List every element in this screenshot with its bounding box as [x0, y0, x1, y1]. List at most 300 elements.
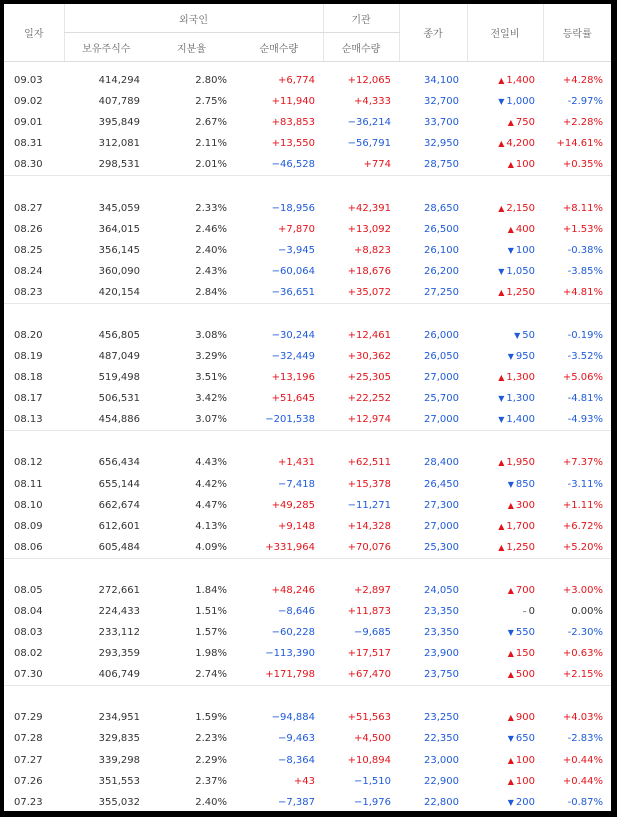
table-row [4, 91, 611, 112]
ratio-cell: 2.37% [195, 775, 227, 787]
close-cell: 23,900 [424, 648, 460, 660]
inst-net-cell: +70,076 [347, 541, 392, 553]
holdings-cell: 224,433 [98, 606, 140, 618]
ratio-cell: 4.13% [195, 520, 227, 532]
inst-net-cell: −1,976 [354, 796, 392, 808]
table-row [4, 409, 611, 431]
holdings-cell: 355,032 [98, 796, 140, 808]
table-row [4, 664, 611, 686]
rate-cell: +2.15% [562, 669, 604, 681]
table-row [4, 601, 611, 622]
inst-net-cell: +4,333 [354, 96, 392, 108]
date-cell: 08.30 [14, 159, 43, 171]
up-triangle-icon: ▲ [507, 585, 514, 595]
up-triangle-icon: ▲ [507, 118, 514, 128]
foreign-net-cell: +171,798 [265, 669, 316, 681]
table-row [4, 133, 611, 154]
holdings-cell: 406,749 [98, 669, 140, 681]
change-cell [467, 219, 543, 240]
rate-cell: -2.97% [567, 96, 604, 108]
table-row [4, 474, 611, 495]
up-triangle-icon: ▲ [507, 776, 514, 786]
foreign-net-cell: +48,246 [271, 584, 316, 596]
holdings-cell: 351,553 [98, 775, 140, 787]
close-cell: 23,350 [424, 627, 460, 639]
change-cell [467, 580, 543, 601]
ratio-cell: 1.51% [195, 606, 227, 618]
ratio-cell: 2.84% [195, 286, 227, 298]
change-value: 1,250 [506, 541, 536, 553]
change-value: 2,150 [506, 202, 536, 214]
change-cell [467, 367, 543, 388]
foreign-net-cell: −7,418 [278, 478, 316, 490]
group-separator [4, 303, 611, 325]
change-value: 400 [515, 223, 536, 235]
change-value: 0 [528, 606, 536, 618]
holdings-cell: 456,805 [98, 329, 140, 341]
date-cell: 09.03 [14, 75, 43, 87]
holdings-cell: 420,154 [98, 286, 140, 298]
inst-net-cell: −36,214 [347, 117, 392, 129]
close-cell: 28,400 [424, 457, 460, 469]
change-value: 1,400 [506, 75, 536, 87]
holdings-cell: 454,886 [98, 414, 140, 426]
down-triangle-icon: ▼ [498, 415, 505, 425]
date-cell: 09.01 [14, 117, 43, 129]
table-row [4, 261, 611, 282]
holdings-cell: 272,661 [98, 584, 140, 596]
inst-net-cell: +67,470 [347, 669, 392, 681]
foreign-net-cell: +7,870 [278, 223, 316, 235]
up-triangle-icon: ▲ [498, 521, 505, 531]
change-value: 1,250 [506, 286, 536, 298]
change-cell [467, 452, 543, 473]
foreign-net-cell: +6,774 [278, 75, 316, 87]
date-cell: 08.19 [14, 351, 43, 363]
foreign-net-cell: −94,884 [271, 712, 316, 724]
inst-net-cell: +25,305 [347, 372, 392, 384]
rate-cell: +3.00% [562, 584, 604, 596]
foreign-net-cell: +43 [293, 775, 316, 787]
ratio-cell: 2.80% [195, 75, 227, 87]
rate-cell: -3.85% [567, 265, 604, 277]
group-separator [4, 176, 611, 198]
date-cell: 08.18 [14, 372, 43, 384]
table-row [4, 388, 611, 409]
close-cell: 32,950 [424, 138, 460, 150]
change-cell [467, 409, 543, 431]
change-value: 950 [515, 351, 536, 363]
separator-cell [4, 431, 611, 453]
rate-cell: +7.37% [562, 457, 604, 469]
rate-cell: +4.03% [562, 712, 604, 724]
change-cell [467, 537, 543, 559]
holdings-cell: 612,601 [98, 520, 140, 532]
inst-net-cell: +14,328 [347, 520, 392, 532]
ratio-cell: 1.84% [195, 584, 227, 596]
separator-cell [4, 686, 611, 708]
change-cell [467, 388, 543, 409]
up-triangle-icon: ▲ [498, 139, 505, 149]
date-cell: 07.26 [14, 775, 43, 787]
foreign-net-cell: −36,651 [271, 286, 316, 298]
down-triangle-icon: ▼ [498, 266, 505, 276]
rate-cell: -4.81% [567, 393, 604, 405]
inst-net-cell: +12,461 [347, 329, 392, 341]
close-cell: 23,750 [424, 669, 460, 681]
up-triangle-icon: ▲ [498, 76, 505, 86]
holdings-cell: 395,849 [98, 117, 140, 129]
ratio-cell: 2.11% [195, 138, 227, 150]
inst-net-cell: +8,823 [354, 244, 392, 256]
ratio-cell: 2.46% [195, 223, 227, 235]
table-row [4, 325, 611, 346]
holdings-cell: 233,112 [98, 627, 140, 639]
foreign-net-cell: −8,646 [278, 606, 316, 618]
inst-net-cell: +4,500 [354, 733, 392, 745]
table-row [4, 240, 611, 261]
down-triangle-icon: ▼ [514, 330, 521, 340]
close-cell: 22,900 [424, 775, 460, 787]
down-triangle-icon: ▼ [507, 352, 514, 362]
change-cell [467, 728, 543, 749]
date-cell: 08.23 [14, 286, 43, 298]
inst-net-cell: −1,510 [354, 775, 392, 787]
table-row [4, 728, 611, 749]
up-triangle-icon: ▲ [498, 373, 505, 383]
close-cell: 27,000 [424, 520, 460, 532]
date-cell: 08.24 [14, 265, 43, 277]
date-cell: 07.28 [14, 733, 43, 745]
close-cell: 28,750 [424, 159, 460, 171]
change-value: 1,050 [506, 265, 536, 277]
rate-cell: +0.44% [562, 775, 604, 787]
close-cell: 22,350 [424, 733, 460, 745]
change-cell [467, 261, 543, 282]
change-cell [467, 346, 543, 367]
date-cell: 09.02 [14, 96, 43, 108]
investor-trading-table-panel [4, 4, 611, 811]
rate-cell: -0.38% [567, 244, 604, 256]
close-cell: 26,100 [424, 244, 460, 256]
table-row [4, 452, 611, 473]
up-triangle-icon: ▲ [507, 649, 514, 659]
change-value: 550 [515, 627, 536, 639]
separator-cell [4, 303, 611, 325]
date-cell: 08.26 [14, 223, 43, 235]
table-row [4, 580, 611, 601]
header-inst-net: 순매수량 [323, 33, 399, 62]
date-cell: 07.27 [14, 754, 43, 766]
up-triangle-icon: ▲ [498, 458, 505, 468]
holdings-cell: 519,498 [98, 372, 140, 384]
ratio-cell: 1.98% [195, 648, 227, 660]
inst-net-cell: +18,676 [347, 265, 392, 277]
foreign-net-cell: +9,148 [278, 520, 316, 532]
close-cell: 33,700 [424, 117, 460, 129]
close-cell: 27,000 [424, 372, 460, 384]
header-rate: 등락률 [543, 4, 611, 62]
date-cell: 07.30 [14, 669, 43, 681]
foreign-net-cell: +1,431 [278, 457, 316, 469]
up-triangle-icon: ▲ [507, 224, 514, 234]
inst-net-cell: +15,378 [347, 478, 392, 490]
foreign-net-cell: −60,228 [271, 627, 316, 639]
holdings-cell: 293,359 [98, 648, 140, 660]
rate-cell: +8.11% [562, 202, 604, 214]
change-cell [467, 133, 543, 154]
holdings-cell: 329,835 [98, 733, 140, 745]
rate-cell: -2.83% [567, 733, 604, 745]
rate-cell: +0.44% [562, 754, 604, 766]
ratio-cell: 3.42% [195, 393, 227, 405]
table-row [4, 197, 611, 218]
ratio-cell: 2.01% [195, 159, 227, 171]
change-cell [467, 70, 543, 91]
foreign-net-cell: +49,285 [271, 499, 316, 511]
up-triangle-icon: ▲ [507, 670, 514, 680]
holdings-cell: 407,789 [98, 96, 140, 108]
foreign-net-cell: +13,196 [271, 372, 316, 384]
change-cell [467, 771, 543, 792]
group-separator [4, 431, 611, 453]
change-value: 4,200 [506, 138, 536, 150]
ratio-cell: 2.29% [195, 754, 227, 766]
table-row [4, 750, 611, 771]
holdings-cell: 662,674 [98, 499, 140, 511]
change-value: 300 [515, 499, 536, 511]
date-cell: 08.12 [14, 457, 43, 469]
close-cell: 26,450 [424, 478, 460, 490]
change-cell [467, 474, 543, 495]
close-cell: 24,050 [424, 584, 460, 596]
ratio-cell: 3.08% [195, 329, 227, 341]
change-cell [467, 664, 543, 686]
up-triangle-icon: ▲ [507, 160, 514, 170]
date-cell: 08.11 [14, 478, 43, 490]
foreign-net-cell: −9,463 [278, 733, 316, 745]
holdings-cell: 487,049 [98, 351, 140, 363]
close-cell: 32,700 [424, 96, 460, 108]
table-row [4, 707, 611, 728]
down-triangle-icon: ▼ [498, 394, 505, 404]
close-cell: 22,800 [424, 796, 460, 808]
rate-cell: +0.63% [562, 648, 604, 660]
inst-net-cell: −56,791 [347, 138, 392, 150]
table-row [4, 516, 611, 537]
close-cell: 27,250 [424, 286, 460, 298]
header-foreign-net: 순매수량 [235, 33, 323, 62]
up-triangle-icon: ▲ [498, 542, 505, 552]
rate-cell: +5.06% [562, 372, 604, 384]
change-cell [467, 325, 543, 346]
down-triangle-icon: ▼ [507, 797, 514, 807]
foreign-net-cell: +331,964 [265, 541, 316, 553]
change-cell [467, 707, 543, 728]
up-triangle-icon: ▲ [498, 203, 505, 213]
header-holdings: 보유주식수 [64, 33, 148, 62]
rate-cell: +4.28% [562, 75, 604, 87]
change-value: 100 [515, 775, 536, 787]
inst-net-cell: +12,974 [347, 414, 392, 426]
table-row [4, 792, 611, 813]
rate-cell: -3.52% [567, 351, 604, 363]
inst-net-cell: −9,685 [354, 627, 392, 639]
change-cell [467, 495, 543, 516]
rate-cell: -2.30% [567, 627, 604, 639]
header-foreign: 외국인 [64, 4, 323, 33]
table-row [4, 771, 611, 792]
rate-cell: -3.11% [567, 478, 604, 490]
holdings-cell: 312,081 [98, 138, 140, 150]
down-triangle-icon: ▼ [507, 245, 514, 255]
inst-net-cell: +10,894 [347, 754, 392, 766]
header-close: 종가 [399, 4, 467, 62]
foreign-net-cell: +11,940 [271, 96, 316, 108]
separator-cell [4, 176, 611, 198]
rate-cell: +4.81% [562, 286, 604, 298]
holdings-cell: 298,531 [98, 159, 140, 171]
rate-cell: 0.00% [571, 606, 604, 618]
close-cell: 23,350 [424, 606, 460, 618]
inst-net-cell: +42,391 [347, 202, 392, 214]
holdings-cell: 360,090 [98, 265, 140, 277]
date-cell: 08.03 [14, 627, 43, 639]
foreign-net-cell: −113,390 [265, 648, 316, 660]
table-body [4, 62, 611, 813]
change-value: 700 [515, 584, 536, 596]
holdings-cell: 364,015 [98, 223, 140, 235]
close-cell: 27,300 [424, 499, 460, 511]
holdings-cell: 506,531 [98, 393, 140, 405]
date-cell: 08.04 [14, 606, 43, 618]
change-value: 50 [522, 329, 536, 341]
date-cell: 08.25 [14, 244, 43, 256]
change-cell [467, 516, 543, 537]
change-value: 750 [515, 117, 536, 129]
inst-net-cell: +17,517 [347, 648, 392, 660]
change-value: 1,700 [506, 520, 536, 532]
down-triangle-icon: ▼ [507, 479, 514, 489]
change-cell [467, 643, 543, 664]
ratio-cell: 2.40% [195, 796, 227, 808]
date-cell: 07.29 [14, 712, 43, 724]
table-row [4, 495, 611, 516]
change-value: 500 [515, 669, 536, 681]
group-separator [4, 558, 611, 580]
change-value: 850 [515, 478, 536, 490]
foreign-net-cell: −201,538 [265, 414, 316, 426]
close-cell: 34,100 [424, 75, 460, 87]
up-triangle-icon: ▲ [507, 713, 514, 723]
spacer-cell [4, 62, 611, 71]
rate-cell: +2.28% [562, 117, 604, 129]
down-triangle-icon: ▼ [498, 97, 505, 107]
table-row [4, 537, 611, 559]
inst-net-cell: −11,271 [347, 499, 392, 511]
table-row [4, 643, 611, 664]
date-cell: 08.17 [14, 393, 43, 405]
foreign-net-cell: +83,853 [271, 117, 316, 129]
date-cell: 08.10 [14, 499, 43, 511]
ratio-cell: 4.43% [195, 457, 227, 469]
table-row [4, 346, 611, 367]
header-change: 전일비 [467, 4, 543, 62]
table-row [4, 70, 611, 91]
table-row [4, 282, 611, 304]
inst-net-cell: +22,252 [347, 393, 392, 405]
change-value: 100 [515, 244, 536, 256]
change-value: 100 [515, 159, 536, 171]
table-row [4, 622, 611, 643]
ratio-cell: 4.09% [195, 541, 227, 553]
ratio-cell: 4.47% [195, 499, 227, 511]
change-cell [467, 282, 543, 304]
ratio-cell: 4.42% [195, 478, 227, 490]
dash-icon: – [522, 607, 527, 617]
close-cell: 28,650 [424, 202, 460, 214]
date-cell: 07.23 [14, 796, 43, 808]
date-cell: 08.06 [14, 541, 43, 553]
ratio-cell: 3.51% [195, 372, 227, 384]
header-ratio: 지분율 [148, 33, 235, 62]
close-cell: 26,000 [424, 329, 460, 341]
foreign-net-cell: −8,364 [278, 754, 316, 766]
header-date: 일자 [4, 4, 64, 62]
holdings-cell: 656,434 [98, 457, 140, 469]
date-cell: 08.31 [14, 138, 43, 150]
foreign-net-cell: +51,645 [271, 393, 316, 405]
change-cell [467, 112, 543, 133]
down-triangle-icon: ▼ [507, 628, 514, 638]
inst-net-cell: +35,072 [347, 286, 392, 298]
change-cell [467, 240, 543, 261]
close-cell: 27,000 [424, 414, 460, 426]
foreign-net-cell: −32,449 [271, 351, 316, 363]
close-cell: 26,200 [424, 265, 460, 277]
up-triangle-icon: ▲ [498, 287, 505, 297]
close-cell: 25,700 [424, 393, 460, 405]
rate-cell: +0.35% [562, 159, 604, 171]
foreign-net-cell: −30,244 [271, 329, 316, 341]
holdings-cell: 339,298 [98, 754, 140, 766]
rate-cell: +1.11% [562, 499, 604, 511]
table-row [4, 219, 611, 240]
date-cell: 08.13 [14, 414, 43, 426]
change-value: 100 [515, 754, 536, 766]
top-spacer [4, 62, 611, 71]
change-value: 900 [515, 712, 536, 724]
foreign-net-cell: +13,550 [271, 138, 316, 150]
change-value: 1,000 [506, 96, 536, 108]
close-cell: 23,000 [424, 754, 460, 766]
rate-cell: +5.20% [562, 541, 604, 553]
rate-cell: -0.19% [567, 329, 604, 341]
rate-cell: -0.87% [567, 796, 604, 808]
inst-net-cell: +11,873 [347, 606, 392, 618]
up-triangle-icon: ▲ [507, 755, 514, 765]
ratio-cell: 2.43% [195, 265, 227, 277]
ratio-cell: 1.57% [195, 627, 227, 639]
close-cell: 23,250 [424, 712, 460, 724]
holdings-cell: 356,145 [98, 244, 140, 256]
up-triangle-icon: ▲ [507, 500, 514, 510]
inst-net-cell: +12,065 [347, 75, 392, 87]
investor-trading-table [4, 4, 611, 813]
down-triangle-icon: ▼ [507, 734, 514, 744]
ratio-cell: 2.67% [195, 117, 227, 129]
header-institution: 기관 [323, 4, 399, 33]
